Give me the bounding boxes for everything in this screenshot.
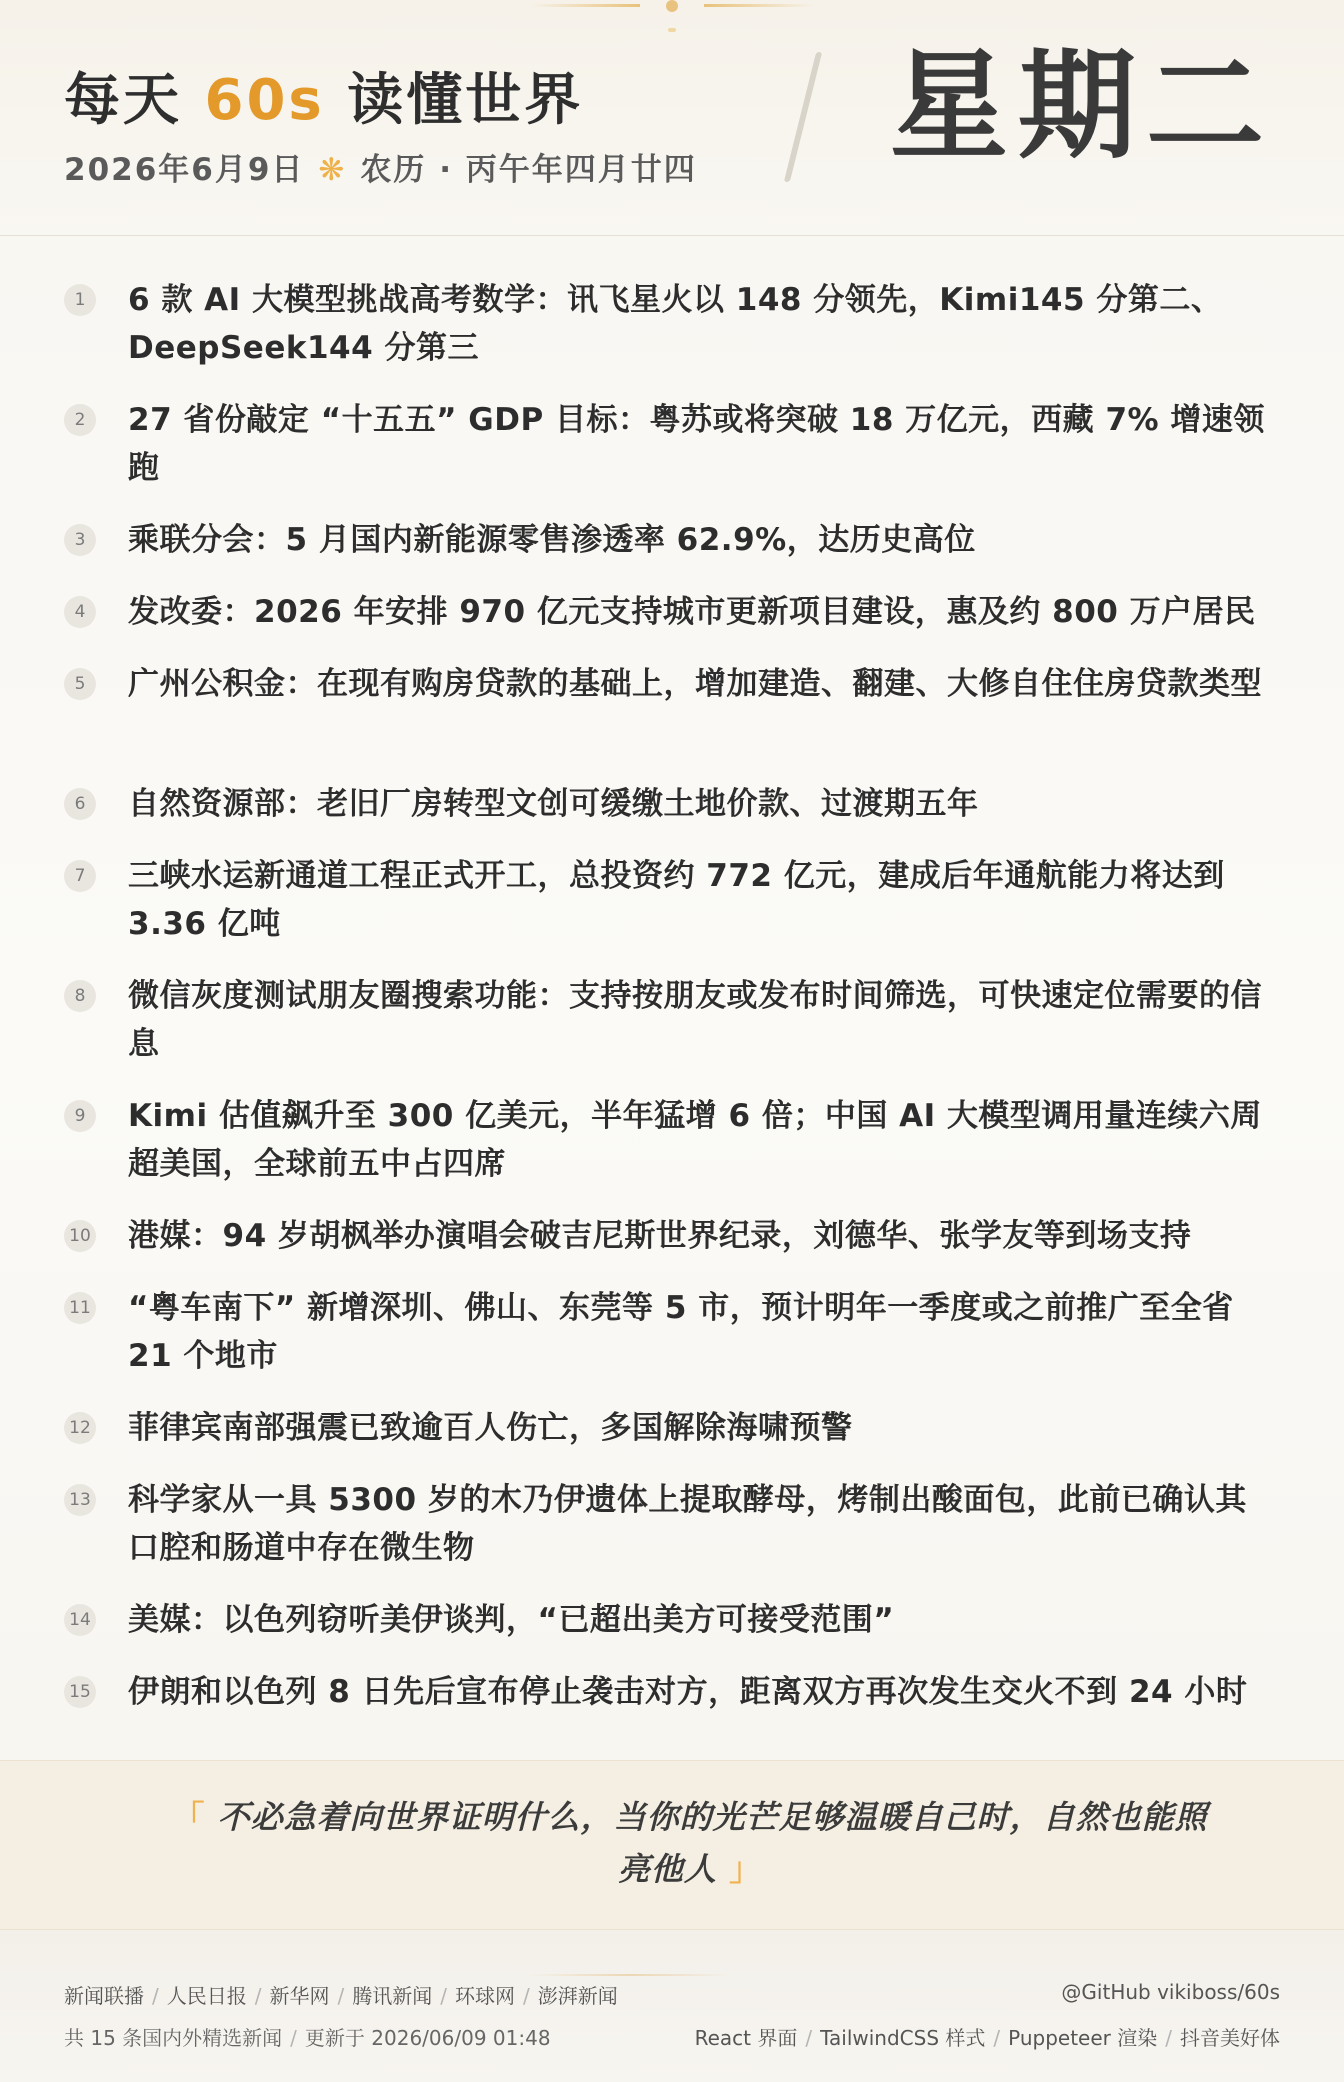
news-text: 乘联分会：5 月国内新能源零售渗透率 62.9%，达历史高位 <box>128 522 976 558</box>
news-text: Kimi 估值飙升至 300 亿美元，半年猛增 6 倍；中国 AI 大模型调用量连续六周超美国，全球前五中占四席 <box>128 1098 1262 1182</box>
quote-box <box>0 1760 1344 1930</box>
news-text: 伊朗和以色列 8 日先后宣布停止袭击对方，距离双方再次发生交火不到 24 小时 <box>128 1674 1248 1710</box>
news-number-badge: 7 <box>64 860 96 892</box>
news-number-badge: 14 <box>64 1604 96 1636</box>
separator: / <box>290 2026 297 2050</box>
source-list <box>64 1980 618 2009</box>
footer <box>0 1930 1344 2082</box>
separator: / <box>152 1984 159 2008</box>
news-text: 科学家从一具 5300 岁的木乃伊遗体上提取酵母，烤制出酸面包，此前已确认其口腔和肠道中存在微生物 <box>128 1482 1247 1566</box>
title-suffix: 读懂世界 <box>324 68 584 133</box>
news-text: 菲律宾南部强震已致逾百人伤亡，多国解除海啸预警 <box>128 1410 853 1446</box>
news-number-badge: 3 <box>64 524 96 556</box>
separator: / <box>1165 2026 1172 2050</box>
title-prefix: 每天 <box>64 68 205 133</box>
source-item: 新闻联播 <box>64 1984 144 2008</box>
news-number-badge: 12 <box>64 1412 96 1444</box>
news-text: 三峡水运新通道工程正式开工，总投资约 772 亿元，建成后年通航能力将达到 3.36 亿吨 <box>128 858 1225 942</box>
page-title <box>64 56 583 136</box>
ornament-dot <box>666 0 678 12</box>
news-number-badge: 4 <box>64 596 96 628</box>
separator: / <box>254 1984 262 2008</box>
quote-open-mark: 「 <box>172 1798 206 1836</box>
news-number-badge: 15 <box>64 1676 96 1708</box>
news-number-badge: 10 <box>64 1220 96 1252</box>
source-item: 澎湃新闻 <box>537 1984 618 2008</box>
news-text: 27 省份敲定 “十五五” GDP 目标：粤苏或将突破 18 万亿元，西藏 7% 增速领跑 <box>128 402 1265 486</box>
news-text: 发改委：2026 年安排 970 亿元支持城市更新项目建设，惠及约 800 万户居民 <box>128 594 1256 630</box>
tech-item: 抖音美好体 <box>1180 2026 1280 2050</box>
news-number-badge: 5 <box>64 668 96 700</box>
news-number-badge: 6 <box>64 788 96 820</box>
weekday: 星期二 <box>890 37 1275 175</box>
lunar-date: 农历 · 丙午年四月廿四 <box>360 152 697 188</box>
date-line <box>64 144 697 189</box>
news-text: 港媒：94 岁胡枫举办演唱会破吉尼斯世界纪录，刘德华、张学友等到场支持 <box>128 1218 1192 1254</box>
news-number-badge: 8 <box>64 980 96 1012</box>
ornament-pip <box>668 28 676 32</box>
tech-item: Puppeteer 渲染 <box>1008 2026 1158 2050</box>
ornament-line-left <box>530 4 640 7</box>
meta-info <box>64 2022 551 2051</box>
source-item: 环球网 <box>455 1984 515 2008</box>
source-item: 新华网 <box>269 1984 330 2008</box>
separator: / <box>805 2026 813 2050</box>
top-ornament <box>530 0 814 34</box>
sparkle-icon: ❋ <box>318 152 347 188</box>
news-number-badge: 2 <box>64 404 96 436</box>
news-number-badge: 1 <box>64 284 96 316</box>
header <box>0 0 1344 236</box>
divider-slash <box>784 52 822 182</box>
quote <box>160 1791 1220 1895</box>
news-count: 共 15 条国内外精选新闻 <box>64 2026 283 2050</box>
news-number-badge: 13 <box>64 1484 96 1516</box>
separator: / <box>337 1984 345 2008</box>
news-text: 广州公积金：在现有购房贷款的基础上，增加建造、翻建、大修自住住房贷款类型 <box>128 666 1262 702</box>
news-text: 微信灰度测试朋友圈搜索功能：支持按朋友或发布时间筛选，可快速定位需要的信息 <box>128 978 1262 1062</box>
source-item: 人民日报 <box>166 1984 247 2008</box>
news-number-badge: 9 <box>64 1100 96 1132</box>
tech-stack <box>695 2022 1280 2051</box>
news-number-badge: 11 <box>64 1292 96 1324</box>
separator: / <box>993 2026 1001 2050</box>
github-credit: @GitHub vikiboss/60s <box>1061 1980 1280 2004</box>
update-time: 更新于 2026/06/09 01:48 <box>304 2026 551 2050</box>
separator: / <box>440 1984 447 2008</box>
source-item: 腾讯新闻 <box>352 1984 433 2008</box>
news-text: 美媒：以色列窃听美伊谈判，“已超出美方可接受范围” <box>128 1602 895 1638</box>
quote-text: 不必急着向世界证明什么，当你的光芒足够温暖自己时，自然也能照亮他人 <box>217 1798 1208 1888</box>
ornament-line-right <box>704 4 814 7</box>
news-text: 6 款 AI 大模型挑战高考数学：讯飞星火以 148 分领先，Kimi145 分第二、DeepSeek144 分第三 <box>128 282 1223 366</box>
news-text: “粤车南下” 新增深圳、佛山、东莞等 5 市，预计明年一季度或之前推广至全省 21 个地市 <box>128 1290 1234 1374</box>
tech-item: React 界面 <box>694 2026 798 2050</box>
separator: / <box>523 1984 530 2008</box>
title-accent: 60s <box>204 68 325 133</box>
news-text: 自然资源部：老旧厂房转型文创可缓缴土地价款、过渡期五年 <box>128 786 979 822</box>
footer-ornament <box>530 1974 730 1976</box>
tech-item: TailwindCSS 样式 <box>820 2026 986 2050</box>
gregorian-date: 2026年6月9日 <box>64 152 305 188</box>
quote-close-mark: 」 <box>729 1850 763 1888</box>
